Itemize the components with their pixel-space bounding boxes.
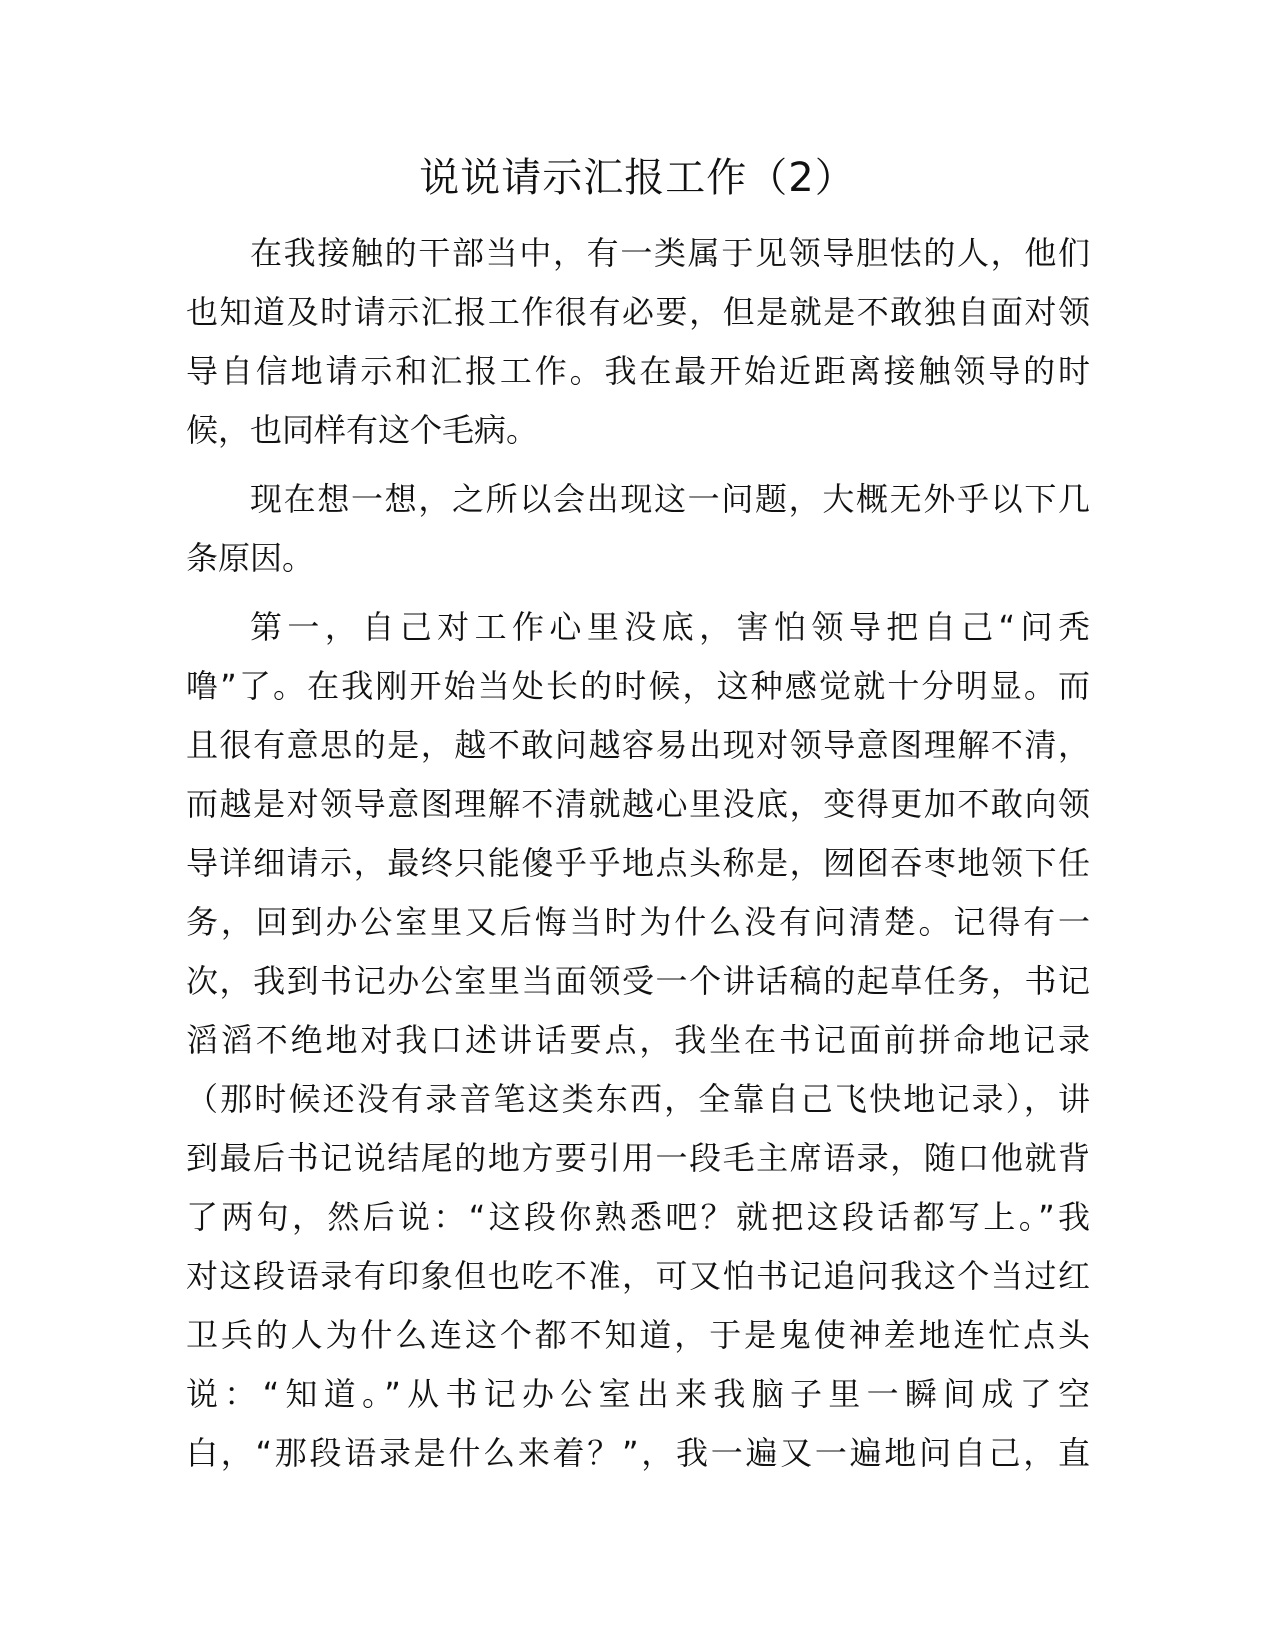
text-line: 滔滔不绝地对我口述讲话要点，我坐在书记面前拼命地记录: [186, 1021, 1090, 1059]
text-line: （那时候还没有录音笔这类东西，全靠自己飞快地记录），讲: [186, 1080, 1090, 1118]
document-title: 说说请示汇报工作（2）: [419, 155, 856, 201]
paragraph-3: [186, 598, 1090, 1483]
paragraph-2: [186, 470, 1090, 588]
text-line: 候，也同样有这个毛病。: [186, 411, 539, 449]
text-line: 说：“知道。”从书记办公室出来我脑子里一瞬间成了空: [186, 1375, 1090, 1413]
text-line: 导自信地请示和汇报工作。我在最开始近距离接触领导的时: [186, 352, 1090, 390]
text-line: 导详细请示，最终只能傻乎乎地点头称是，囫囵吞枣地领下任: [186, 844, 1090, 882]
document-body: [186, 224, 1090, 1493]
text-line: 务，回到办公室里又后悔当时为什么没有问清楚。记得有一: [186, 903, 1090, 941]
text-line: 卫兵的人为什么连这个都不知道，于是鬼使神差地连忙点头: [186, 1316, 1090, 1354]
text-line: 条原因。: [186, 539, 315, 577]
text-line: 也知道及时请示汇报工作很有必要，但是就是不敢独自面对领: [186, 293, 1090, 331]
paragraph-1: [186, 224, 1090, 460]
text-line: 而越是对领导意图理解不清就越心里没底，变得更加不敢向领: [186, 785, 1090, 823]
text-line: 现在想一想，之所以会出现这一问题，大概无外乎以下几: [250, 480, 1090, 518]
text-line: 白，“那段语录是什么来着？”，我一遍又一遍地问自己，直: [186, 1434, 1090, 1472]
text-line: 对这段语录有印象但也吃不准，可又怕书记追问我这个当过红: [186, 1257, 1090, 1295]
text-line: 次，我到书记办公室里当面领受一个讲话稿的起草任务，书记: [186, 962, 1090, 1000]
text-line: 第一，自己对工作心里没底，害怕领导把自己“问秃: [250, 608, 1090, 646]
text-line: 且很有意思的是，越不敢问越容易出现对领导意图理解不清，: [186, 726, 1090, 764]
text-line: 了两句，然后说：“这段你熟悉吧？就把这段话都写上。”我: [186, 1198, 1090, 1236]
text-line: 噜”了。在我刚开始当处长的时候，这种感觉就十分明显。而: [186, 667, 1090, 705]
text-line: 在我接触的干部当中，有一类属于见领导胆怯的人，他们: [250, 234, 1090, 272]
text-line: 到最后书记说结尾的地方要引用一段毛主席语录，随口他就背: [186, 1139, 1090, 1177]
